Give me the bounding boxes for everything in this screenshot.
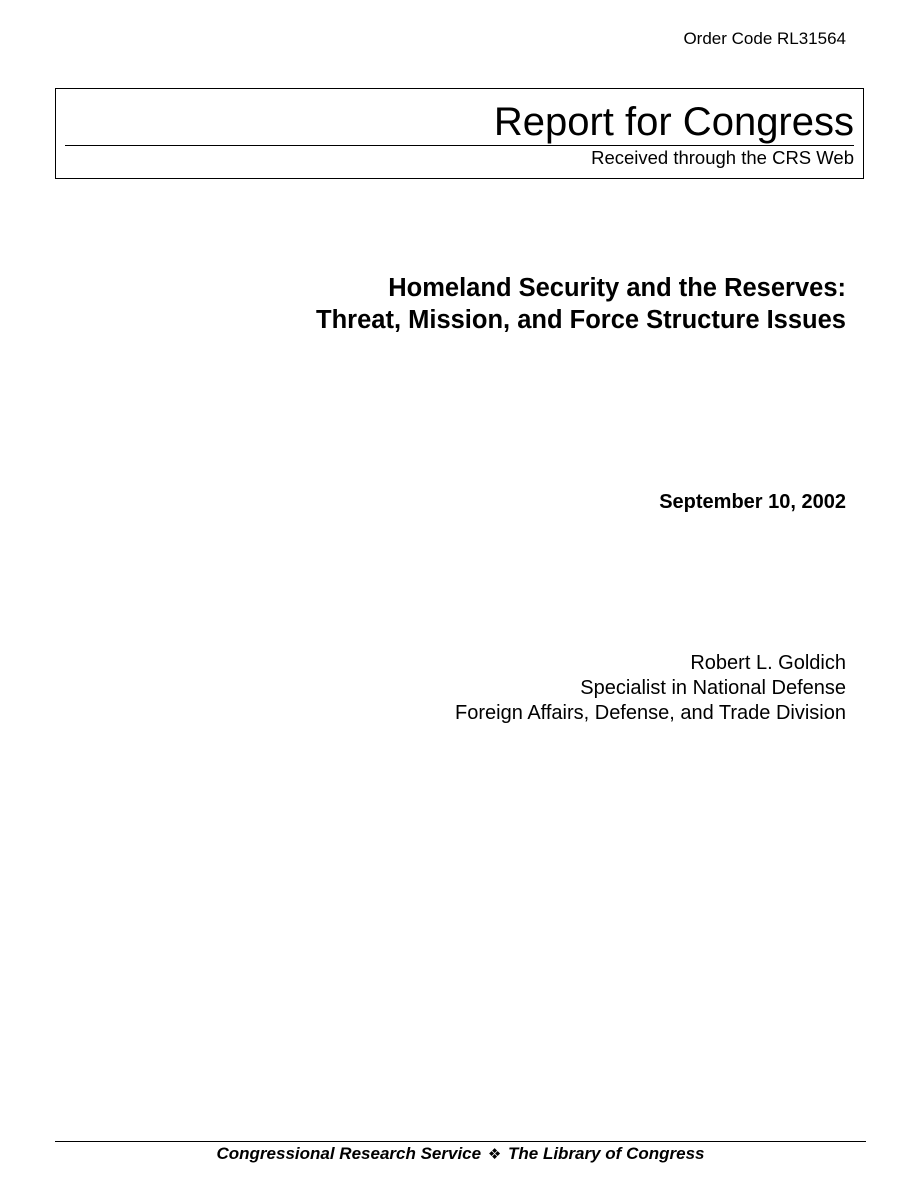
- footer: [55, 1143, 866, 1165]
- order-code: Order Code RL31564: [683, 29, 846, 48]
- author-block: [455, 651, 846, 726]
- header-divider: [65, 145, 854, 146]
- report-title: Report for Congress: [493, 100, 854, 144]
- document-date: September 10, 2002: [659, 491, 846, 513]
- document-title-line-2: Threat, Mission, and Force Structure Issues: [316, 306, 846, 334]
- footer-library-of-congress: The Library of Congress: [508, 1144, 705, 1163]
- document-title-line-1: Homeland Security and the Reserves:: [388, 274, 846, 302]
- footer-divider: [55, 1141, 866, 1142]
- report-subtitle: Received through the CRS Web: [591, 147, 854, 168]
- report-header-box: [55, 88, 864, 179]
- author-position: Specialist in National Defense: [580, 677, 846, 699]
- document-title: [316, 272, 846, 336]
- four-diamond-ornament-icon: ❖: [487, 1145, 502, 1163]
- author-name: Robert L. Goldich: [690, 652, 846, 674]
- footer-crs: Congressional Research Service: [216, 1144, 482, 1163]
- author-division: Foreign Affairs, Defense, and Trade Division: [455, 702, 846, 724]
